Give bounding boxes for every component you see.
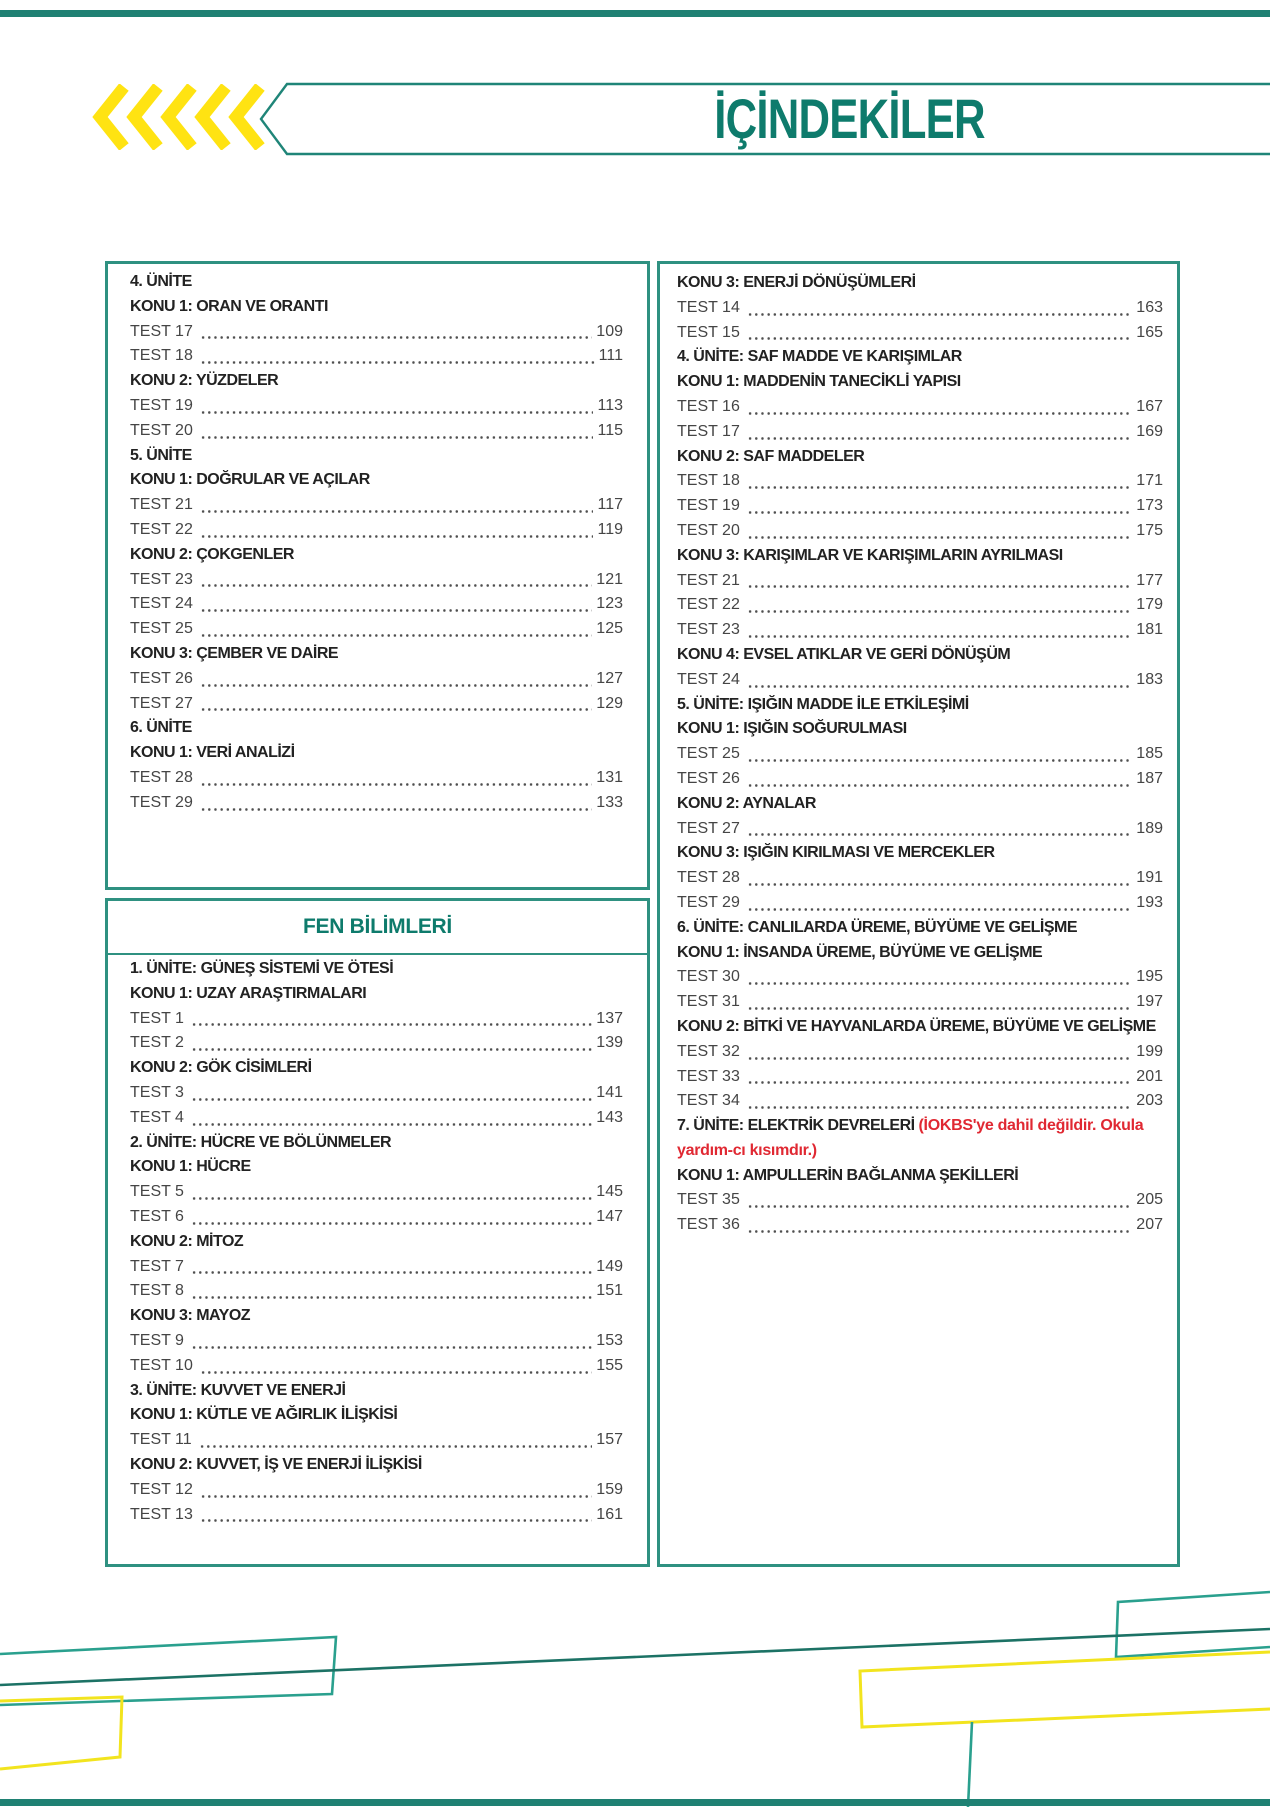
toc-heading-row (677, 1015, 1163, 1040)
test-label: TEST 17 (677, 422, 740, 440)
vertical-drop-line (968, 1722, 972, 1807)
toc-heading-row (677, 916, 1163, 941)
toc-heading-row (677, 792, 1163, 817)
heading-label: KONU 2: YÜZDELER (130, 372, 279, 390)
heading-label: 5. ÜNİTE: IŞIĞIN MADDE İLE ETKİLEŞİMİ (677, 695, 969, 713)
toc-test-row (130, 1354, 623, 1379)
toc-heading-row (130, 716, 623, 741)
dot-leader (747, 784, 1132, 787)
yellow-parallelogram-left (0, 1697, 122, 1769)
page-number: 177 (1136, 571, 1163, 589)
page-number: 207 (1136, 1216, 1163, 1234)
title-banner (0, 80, 1270, 158)
test-label: TEST 22 (130, 520, 193, 538)
toc-test-row (677, 1089, 1163, 1114)
dot-leader (200, 361, 595, 364)
test-label: TEST 25 (677, 745, 740, 763)
toc-test-row (130, 592, 623, 617)
dot-leader (200, 684, 592, 687)
dot-leader (747, 1057, 1132, 1060)
page-number: 109 (596, 322, 623, 340)
test-label: TEST 20 (677, 521, 740, 539)
science-section-title: FEN BİLİMLERİ (303, 915, 452, 938)
heading-label: KONU 2: MİTOZ (130, 1232, 244, 1250)
page-number: 141 (596, 1083, 623, 1101)
page-number: 181 (1136, 621, 1163, 639)
page-number: 113 (597, 396, 623, 414)
heading-label: 6. ÜNİTE: CANLILARDA ÜREME, BÜYÜME VE GELİŞME (677, 918, 1078, 936)
dot-leader (747, 486, 1132, 489)
test-label: TEST 34 (677, 1092, 740, 1110)
toc-test-row (677, 1188, 1163, 1213)
toc-test-row (130, 1279, 623, 1304)
heading-label: KONU 2: GÖK CİSİMLERİ (130, 1059, 312, 1077)
page-number: 153 (596, 1331, 623, 1349)
toc-heading-row (130, 1056, 623, 1081)
test-label: TEST 27 (130, 694, 193, 712)
toc-heading-row (130, 1403, 623, 1428)
page-number: 185 (1136, 745, 1163, 763)
dot-leader (200, 783, 592, 786)
dot-leader (747, 759, 1132, 762)
heading-label: 6. ÜNİTE (130, 719, 192, 737)
dot-leader (747, 1081, 1132, 1084)
toc-test-row (677, 965, 1163, 990)
toc-test-row (677, 1213, 1163, 1238)
toc-heading-row (130, 982, 623, 1007)
dot-leader (747, 337, 1132, 340)
dot-leader (191, 1098, 592, 1101)
dot-leader (200, 808, 592, 811)
dot-leader (747, 1230, 1132, 1233)
toc-test-row (130, 320, 623, 345)
page-number: 197 (1136, 993, 1163, 1011)
toc-test-row (130, 1255, 623, 1280)
page-number: 111 (598, 347, 623, 365)
toc-test-row (130, 419, 623, 444)
dot-leader (747, 908, 1132, 911)
test-label: TEST 23 (677, 621, 740, 639)
toc-heading-row (677, 717, 1163, 742)
page-number: 173 (1136, 497, 1163, 515)
heading-label: KONU 1: IŞIĞIN SOĞURULMASI (677, 720, 907, 738)
toc-test-row (130, 692, 623, 717)
toc-heading-row (677, 841, 1163, 866)
page-number: 115 (597, 421, 623, 439)
page-number: 157 (596, 1431, 623, 1449)
unit-note: (İOKBS'ye dahil değildir. Okula yardım-cı kısımdır.) (677, 1117, 1144, 1159)
page-number: 127 (596, 669, 623, 687)
page-number: 147 (596, 1207, 623, 1225)
science-toc-rows (108, 955, 647, 1527)
test-label: TEST 6 (130, 1207, 184, 1225)
toc-test-row (677, 668, 1163, 693)
test-label: TEST 12 (130, 1480, 193, 1498)
toc-test-row (130, 791, 623, 816)
test-label: TEST 5 (130, 1183, 184, 1201)
toc-test-row (130, 344, 623, 369)
test-label: TEST 10 (130, 1356, 193, 1374)
dot-leader (747, 1205, 1132, 1208)
top-rule (0, 10, 1270, 17)
page-number: 151 (596, 1282, 623, 1300)
page-number: 179 (1136, 596, 1163, 614)
dot-leader (191, 1296, 592, 1299)
dot-leader (199, 1445, 593, 1448)
toc-test-row (130, 1478, 623, 1503)
page-number: 193 (1136, 893, 1163, 911)
toc-heading-row (130, 369, 623, 394)
heading-label: KONU 3: ÇEMBER VE DAİRE (130, 644, 339, 662)
dot-leader (200, 1371, 592, 1374)
test-label: TEST 19 (130, 396, 193, 414)
test-label: TEST 28 (130, 768, 193, 786)
toc-heading-row (677, 370, 1163, 395)
page-number: 145 (596, 1183, 623, 1201)
toc-heading-row (130, 1155, 623, 1180)
toc-test-row (677, 990, 1163, 1015)
dot-leader (200, 436, 594, 439)
heading-label: KONU 1: AMPULLERİN BAĞLANMA ŞEKİLLERİ (677, 1166, 1019, 1184)
dot-leader (200, 1519, 592, 1522)
test-label: TEST 14 (677, 298, 740, 316)
page-number: 169 (1136, 422, 1163, 440)
toc-heading-row (130, 1131, 623, 1156)
toc-heading-row (130, 1230, 623, 1255)
test-label: TEST 13 (130, 1505, 193, 1523)
page-number: 117 (597, 496, 623, 514)
page-number: 195 (1136, 968, 1163, 986)
teal-parallelogram-left (0, 1637, 336, 1705)
toc-test-row (130, 1031, 623, 1056)
toc-test-row (130, 568, 623, 593)
page-number: 149 (596, 1257, 623, 1275)
toc-test-row (677, 742, 1163, 767)
dot-leader (200, 634, 592, 637)
test-label: TEST 33 (677, 1067, 740, 1085)
toc-test-row (677, 519, 1163, 544)
science-toc-box-continued (657, 261, 1180, 1567)
toc-heading-row (130, 468, 623, 493)
page-number: 123 (596, 595, 623, 613)
toc-test-row (130, 493, 623, 518)
heading-label: KONU 1: HÜCRE (130, 1158, 251, 1176)
dot-leader (191, 1271, 592, 1274)
toc-heading-row (130, 295, 623, 320)
heading-label: KONU 3: MAYOZ (130, 1307, 251, 1325)
dot-leader (200, 609, 592, 612)
test-label: TEST 22 (677, 596, 740, 614)
page-number: 171 (1136, 472, 1163, 490)
diagonal-line (0, 1629, 1270, 1685)
toc-heading-row (130, 741, 623, 766)
dot-leader (747, 585, 1132, 588)
toc-test-row (677, 891, 1163, 916)
test-label: TEST 19 (677, 497, 740, 515)
heading-label: 2. ÜNİTE: HÜCRE VE BÖLÜNMELER (130, 1133, 392, 1151)
dot-leader (191, 1023, 592, 1026)
toc-heading-row (677, 643, 1163, 668)
test-label: TEST 30 (677, 968, 740, 986)
test-label: TEST 32 (677, 1042, 740, 1060)
toc-test-row (130, 667, 623, 692)
toc-heading-row (677, 1164, 1163, 1189)
dot-leader (747, 1007, 1132, 1010)
test-label: TEST 21 (677, 571, 740, 589)
heading-label: 4. ÜNİTE: SAF MADDE VE KARIŞIMLAR (677, 348, 962, 366)
page-number: 159 (596, 1480, 623, 1498)
page-number: 143 (596, 1108, 623, 1126)
toc-test-row (677, 1065, 1163, 1090)
page-number: 201 (1136, 1067, 1163, 1085)
toc-test-row (677, 420, 1163, 445)
toc-test-row (677, 321, 1163, 346)
page-number: 121 (596, 570, 623, 588)
dot-leader (191, 1048, 592, 1051)
dot-leader (747, 883, 1132, 886)
page-number: 189 (1136, 819, 1163, 837)
heading-label: KONU 3: IŞIĞIN KIRILMASI VE MERCEKLER (677, 844, 995, 862)
test-label: TEST 8 (130, 1282, 184, 1300)
test-label: TEST 18 (130, 347, 193, 365)
toc-heading-row (130, 270, 623, 295)
test-label: TEST 3 (130, 1083, 184, 1101)
test-label: TEST 26 (677, 769, 740, 787)
toc-heading-row (677, 345, 1163, 370)
test-label: TEST 9 (130, 1331, 184, 1349)
test-label: TEST 18 (677, 472, 740, 490)
heading-label: KONU 2: KUVVET, İŞ VE ENERJİ İLİŞKİSİ (130, 1455, 422, 1473)
heading-label: KONU 1: İNSANDA ÜREME, BÜYÜME VE GELİŞME (677, 943, 1043, 961)
toc-heading-row (130, 543, 623, 568)
science-section-header (108, 901, 647, 955)
test-label: TEST 29 (130, 793, 193, 811)
toc-test-row (130, 1081, 623, 1106)
toc-test-row (677, 817, 1163, 842)
heading-label: KONU 2: ÇOKGENLER (130, 545, 294, 563)
dot-leader (200, 584, 592, 587)
test-label: TEST 4 (130, 1108, 184, 1126)
page-title: İÇİNDEKİLER (714, 86, 985, 150)
dot-leader (747, 511, 1132, 514)
page-number: 155 (596, 1356, 623, 1374)
dot-leader (200, 510, 594, 513)
heading-label: KONU 4: EVSEL ATIKLAR VE GERİ DÖNÜŞÜM (677, 645, 1011, 663)
test-label: TEST 15 (677, 323, 740, 341)
test-label: TEST 2 (130, 1034, 184, 1052)
yellow-parallelogram-right (860, 1652, 1270, 1727)
toc-heading-row (130, 1379, 623, 1404)
footer-decoration (0, 1580, 1270, 1813)
test-label: TEST 28 (677, 869, 740, 887)
toc-test-row (130, 1503, 623, 1528)
page-number: 165 (1136, 323, 1163, 341)
dot-leader (200, 1495, 592, 1498)
test-label: TEST 11 (130, 1431, 192, 1449)
toc-test-row (677, 866, 1163, 891)
dot-leader (747, 833, 1132, 836)
heading-label: KONU 1: ORAN VE ORANTI (130, 297, 328, 315)
heading-label: KONU 1: KÜTLE VE AĞIRLIK İLİŞKİSİ (130, 1406, 398, 1424)
dot-leader (747, 982, 1132, 985)
toc-test-row (677, 494, 1163, 519)
toc-test-row (130, 1329, 623, 1354)
toc-test-row (130, 518, 623, 543)
page-number: 205 (1136, 1191, 1163, 1209)
page-number: 139 (596, 1034, 623, 1052)
toc-test-row (677, 1040, 1163, 1065)
dot-leader (200, 708, 592, 711)
toc-test-row (677, 569, 1163, 594)
heading-label: KONU 1: VERİ ANALİZİ (130, 744, 295, 762)
toc-test-row (130, 1106, 623, 1131)
toc-test-row (130, 1180, 623, 1205)
page-number: 133 (596, 793, 623, 811)
page-number: 191 (1136, 869, 1163, 887)
toc-heading-row (677, 271, 1163, 296)
test-label: TEST 27 (677, 819, 740, 837)
page-number: 167 (1136, 397, 1163, 415)
heading-label: KONU 1: DOĞRULAR VE AÇILAR (130, 471, 370, 489)
page-number: 161 (596, 1505, 623, 1523)
toc-test-row (677, 593, 1163, 618)
heading-label: KONU 1: UZAY ARAŞTIRMALARI (130, 984, 367, 1002)
test-label: TEST 29 (677, 893, 740, 911)
page-number: 175 (1136, 521, 1163, 539)
toc-test-row (677, 767, 1163, 792)
dot-leader (191, 1346, 592, 1349)
page-number: 199 (1136, 1042, 1163, 1060)
test-label: TEST 24 (130, 595, 193, 613)
toc-test-row (130, 1428, 623, 1453)
toc-test-row (130, 394, 623, 419)
toc-test-row (130, 1007, 623, 1032)
test-label: TEST 36 (677, 1216, 740, 1234)
test-label: TEST 31 (677, 993, 740, 1011)
test-label: TEST 7 (130, 1257, 184, 1275)
dot-leader (747, 412, 1132, 415)
toc-heading-row (677, 445, 1163, 470)
page-number: 131 (596, 768, 623, 786)
teal-parallelogram-right (1116, 1592, 1270, 1657)
heading-label: 7. ÜNİTE: ELEKTRİK DEVRELERİ (677, 1117, 915, 1135)
dot-leader (191, 1123, 592, 1126)
test-label: TEST 21 (130, 496, 193, 514)
toc-heading-row (130, 957, 623, 982)
toc-test-row (130, 766, 623, 791)
test-label: TEST 20 (130, 421, 193, 439)
dot-leader (747, 536, 1132, 539)
dot-leader (747, 635, 1132, 638)
heading-label: KONU 3: KARIŞIMLAR VE KARIŞIMLARIN AYRILMASI (677, 546, 1063, 564)
page-number: 163 (1136, 298, 1163, 316)
page-number: 137 (596, 1009, 623, 1027)
test-label: TEST 26 (130, 669, 193, 687)
toc-test-row (130, 617, 623, 642)
heading-label: KONU 2: AYNALAR (677, 794, 816, 812)
dot-leader (747, 1106, 1132, 1109)
heading-label: 1. ÜNİTE: GÜNEŞ SİSTEMİ VE ÖTESİ (130, 960, 394, 977)
toc-test-row (130, 1205, 623, 1230)
bottom-rule (0, 1799, 1270, 1806)
dot-leader (191, 1197, 592, 1200)
test-label: TEST 23 (130, 570, 193, 588)
heading-label: 3. ÜNİTE: KUVVET VE ENERJİ (130, 1381, 346, 1399)
test-label: TEST 24 (677, 670, 740, 688)
dot-leader (200, 535, 594, 538)
toc-heading-row (130, 1453, 623, 1478)
toc-heading-row (677, 1114, 1163, 1164)
math-toc-box (105, 261, 650, 890)
science-toc-box (105, 898, 650, 1567)
page-number: 129 (596, 694, 623, 712)
test-label: TEST 16 (677, 397, 740, 415)
test-label: TEST 1 (130, 1009, 184, 1027)
dot-leader (747, 313, 1132, 316)
heading-label: KONU 2: BİTKİ VE HAYVANLARDA ÜREME, BÜYÜME VE GELİŞME (677, 1017, 1156, 1035)
dot-leader (200, 336, 592, 339)
heading-label: 5. ÜNİTE (130, 446, 192, 464)
page-number: 183 (1136, 670, 1163, 688)
toc-heading-row (130, 444, 623, 469)
toc-heading-row (130, 642, 623, 667)
dot-leader (747, 437, 1132, 440)
heading-label: KONU 3: ENERJİ DÖNÜŞÜMLERİ (677, 274, 916, 291)
dot-leader (200, 411, 594, 414)
dot-leader (747, 685, 1132, 688)
test-label: TEST 25 (130, 620, 193, 638)
toc-heading-row (677, 544, 1163, 569)
page-number: 203 (1136, 1092, 1163, 1110)
dot-leader (747, 610, 1132, 613)
test-label: TEST 17 (130, 322, 193, 340)
heading-label: KONU 1: MADDENİN TANECİKLİ YAPISI (677, 373, 961, 391)
page-number: 119 (597, 520, 623, 538)
toc-heading-row (130, 1304, 623, 1329)
toc-heading-row (677, 941, 1163, 966)
test-label: TEST 35 (677, 1191, 740, 1209)
toc-test-row (677, 469, 1163, 494)
toc-test-row (677, 395, 1163, 420)
heading-label: KONU 2: SAF MADDELER (677, 447, 865, 465)
toc-heading-row (677, 693, 1163, 718)
dot-leader (191, 1222, 592, 1225)
page-number: 125 (596, 620, 623, 638)
toc-test-row (677, 296, 1163, 321)
toc-test-row (677, 618, 1163, 643)
page-number: 187 (1136, 769, 1163, 787)
heading-label: 4. ÜNİTE (130, 273, 192, 290)
